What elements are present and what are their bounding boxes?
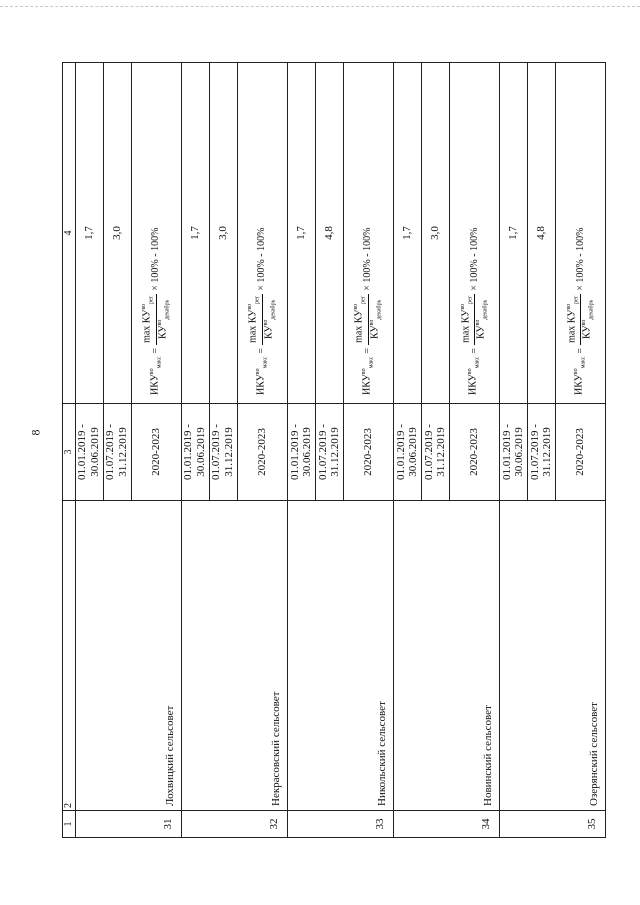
col-header-4: 4 [63, 63, 76, 404]
settlement-name: Некрасовский сельсовет [181, 501, 287, 811]
period-cell: 01.01.2019 - 30.06.2019 [75, 404, 103, 501]
formula-numerator [141, 294, 156, 345]
formula-numerator-sub: рег [254, 295, 261, 304]
settlement-name: Никольский сельсовет [287, 501, 393, 811]
formula-denominator-sup: во [580, 319, 587, 326]
formula-numerator [566, 294, 581, 345]
formula [460, 67, 489, 399]
formula-equals: = [256, 347, 268, 354]
formula-denominator-sub: декабрь [376, 299, 383, 320]
formula-lhs-sub: макс [368, 356, 375, 369]
formula-numerator [460, 294, 475, 345]
rotated-page [62, 62, 606, 838]
settlement-name: Лохвицкий сельсовет [75, 501, 181, 811]
formula-numerator-text: max КУ [247, 309, 259, 343]
formula-numerator-sup: во [459, 303, 466, 310]
formula-numerator [247, 294, 262, 345]
formula [247, 67, 276, 399]
formula-cell [555, 63, 605, 404]
row-number: 33 [287, 811, 393, 838]
settlement-name: Озерянский сельсовет [499, 501, 605, 811]
value-cell: 1,7 [75, 63, 103, 404]
formula-numerator-text: max КУ [141, 309, 153, 343]
formula-equals: = [468, 347, 480, 354]
table-region [62, 62, 606, 838]
formula-lhs-sup: во [573, 368, 580, 375]
formula-lhs-sub: макс [262, 356, 269, 369]
formula-fraction [247, 294, 276, 345]
formula [353, 67, 382, 399]
row-number: 35 [499, 811, 605, 838]
table-row [393, 63, 421, 838]
formula-denominator-text: КУ [475, 325, 487, 339]
value-cell: 1,7 [181, 63, 209, 404]
formula-fraction [141, 294, 170, 345]
formula-cell [343, 63, 393, 404]
period-cell: 01.07.2019 - 31.12.2019 [421, 404, 449, 501]
value-cell: 4,8 [527, 63, 555, 404]
formula-tail: × 100% - 100% [256, 227, 268, 291]
formula-tail: × 100% - 100% [468, 227, 480, 291]
formula-lhs-sub: макс [474, 356, 481, 369]
page-number: 8 [28, 429, 43, 436]
value-cell: 3,0 [421, 63, 449, 404]
formula-numerator-text: max КУ [459, 309, 471, 343]
period-cell: 2020-2023 [449, 404, 499, 501]
formula-numerator-sub: рег [148, 295, 155, 304]
period-cell: 2020-2023 [237, 404, 287, 501]
table-body [75, 63, 606, 838]
formula-lhs-sub: макс [580, 356, 587, 369]
formula-numerator-sup: во [565, 303, 572, 310]
formula-numerator-sup: во [247, 303, 254, 310]
formula-denominator-text: КУ [262, 325, 274, 339]
value-cell: 1,7 [287, 63, 315, 404]
formula-lhs: $ИКУ^{во}_{макс}$ [467, 356, 481, 395]
formula-denominator-text: КУ [581, 325, 593, 339]
period-cell: 2020-2023 [131, 404, 181, 501]
row-number: 31 [75, 811, 181, 838]
formula-lhs-sub: макс [156, 356, 163, 369]
period-cell: 01.01.2019 - 30.06.2019 [181, 404, 209, 501]
formula-denominator [475, 298, 489, 341]
period-cell: 01.07.2019 - 31.12.2019 [103, 404, 131, 501]
formula [141, 67, 170, 399]
formula-fraction [460, 294, 489, 345]
formula-tail: × 100% - 100% [574, 227, 586, 291]
formula-numerator-sup: во [353, 303, 360, 310]
row-number: 32 [181, 811, 287, 838]
table-row [181, 63, 209, 838]
formula-denominator [581, 298, 595, 341]
period-cell: 01.01.2019 - 30.06.2019 [393, 404, 421, 501]
col-header-1: 1 [63, 811, 76, 838]
tariff-table [62, 62, 606, 838]
formula-denominator [263, 298, 277, 341]
formula-denominator-sup: во [368, 319, 375, 326]
table-row [75, 63, 103, 838]
formula-denominator-text: КУ [369, 325, 381, 339]
formula-numerator-sub: рег [573, 295, 580, 304]
period-cell: 01.07.2019 - 31.12.2019 [209, 404, 237, 501]
formula-denominator-sub: декабрь [482, 299, 489, 320]
formula-fraction [566, 294, 595, 345]
formula-lhs: $ИКУ^{во}_{макс}$ [361, 356, 375, 395]
formula-numerator-text: max КУ [353, 309, 365, 343]
formula-denominator-sup: во [474, 319, 481, 326]
formula-denominator [157, 298, 171, 341]
col-header-3: 3 [63, 404, 76, 501]
period-cell: 2020-2023 [555, 404, 605, 501]
top-scan-line [0, 6, 640, 8]
formula-numerator-text: max КУ [566, 309, 578, 343]
formula-equals: = [574, 347, 586, 354]
period-cell: 01.07.2019 - 31.12.2019 [315, 404, 343, 501]
settlement-name: Новинский сельсовет [393, 501, 499, 811]
value-cell: 3,0 [209, 63, 237, 404]
table-row [499, 63, 527, 838]
formula-denominator-sub: декабрь [588, 299, 595, 320]
formula-lhs: $ИКУ^{во}_{макс}$ [573, 356, 587, 395]
formula-denominator-sup: во [262, 319, 269, 326]
row-number: 34 [393, 811, 499, 838]
formula-equals: = [150, 347, 162, 354]
period-cell: 01.07.2019 - 31.12.2019 [527, 404, 555, 501]
value-cell: 4,8 [315, 63, 343, 404]
formula-lhs: $ИКУ^{во}_{макс}$ [255, 356, 269, 395]
formula-tail: × 100% - 100% [150, 227, 162, 291]
period-cell: 2020-2023 [343, 404, 393, 501]
formula-tail: × 100% - 100% [362, 227, 374, 291]
formula-numerator-sub: рег [466, 295, 473, 304]
table-row [287, 63, 315, 838]
formula-numerator [353, 294, 368, 345]
column-number-row [63, 63, 76, 838]
formula-denominator-text: КУ [156, 325, 168, 339]
value-cell: 1,7 [393, 63, 421, 404]
formula-denominator [369, 298, 383, 341]
formula-numerator-sup: во [141, 303, 148, 310]
formula [566, 67, 595, 399]
formula-denominator-sub: декабрь [269, 299, 276, 320]
formula-cell [131, 63, 181, 404]
formula-equals: = [362, 347, 374, 354]
value-cell: 1,7 [499, 63, 527, 404]
formula-cell [449, 63, 499, 404]
formula-lhs-sup: во [467, 368, 474, 375]
period-cell: 01.01.2019 - 30.06.2019 [499, 404, 527, 501]
formula-numerator-sub: рег [360, 295, 367, 304]
formula-lhs: $ИКУ^{во}_{макс}$ [148, 356, 163, 395]
col-header-2: 2 [63, 501, 76, 811]
period-cell: 01.01.2019 - 30.06.2019 [287, 404, 315, 501]
formula-denominator-sup: во [156, 319, 163, 326]
formula-fraction [353, 294, 382, 345]
formula-lhs-sup: во [361, 368, 368, 375]
formula-denominator-sub: декабрь [163, 299, 170, 320]
formula-cell [237, 63, 287, 404]
formula-lhs-sup: во [255, 368, 262, 375]
value-cell: 3,0 [103, 63, 131, 404]
formula-lhs-sup: во [148, 368, 155, 375]
